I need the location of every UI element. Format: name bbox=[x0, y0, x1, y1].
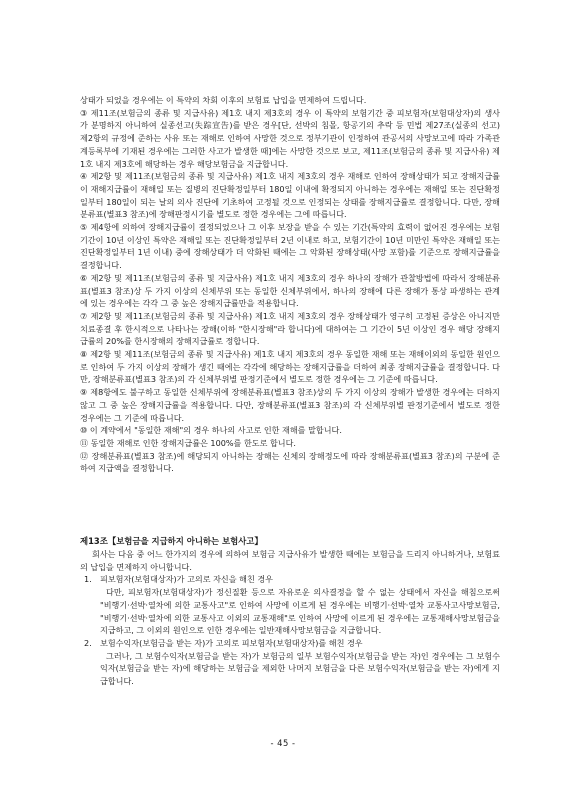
page-number: - 45 - bbox=[270, 738, 296, 748]
list-item bbox=[80, 573, 500, 586]
list-item-text: 보험수익자(보험금을 받는 자)가 고의로 피보험자(보험대상자)를 해친 경우 bbox=[100, 637, 363, 648]
paragraph-6: ⑥ 제2항 및 제11조(보험금의 종류 및 지급사유) 제1호 내지 제3호의 경우 하나의 장해가 관찰방법에 따라서 장해분류표(별표3 참조)상 두 가지 이상의 신체부위 또는 동일한 신체부위에서, 하나의 장해에 다른 장해가 통상 파생하는 관계에 있는 경우에는 각각 그 중 높은 장해지급률만을 적용합니다. bbox=[80, 272, 500, 309]
paragraph-10: ⑩ 이 계약에서 "동일한 재해"의 경우 하나의 사고로 인한 재해를 말합니다. bbox=[80, 425, 342, 436]
article-13-title: 제13조【보험금을 지급하지 아니하는 보험사고】 bbox=[80, 536, 263, 546]
paragraph-11: ⑪ 동일한 재해로 인한 장해지급률은 100%를 한도로 합니다. bbox=[80, 437, 297, 448]
list-item-number: 1. bbox=[84, 574, 92, 585]
paragraph-continuation: 상태가 되었을 경우에는 이 특약의 차회 이후의 보험료 납입을 면제하여 드립니다. bbox=[80, 95, 367, 105]
article-13-intro: 회사는 다음 중 어느 한가지의 경우에 의하여 보험금 지급사유가 발생한 때에는 보험금을 드리지 아니하거나, 보험료의 납입을 면제하지 아니합니다. bbox=[80, 549, 500, 572]
article-12-continuation bbox=[80, 94, 500, 475]
list-item-detail: 다만, 피보험자(보험대상자)가 정신질환 등으로 자유로운 의사결정을 할 수 없는 상태에서 자신을 해침으로써 "비행기·선박·열차에 의한 교통사고"로 인하여 사망에 이르게 된 경우에는 비행기·선박·열차 교통사고사망보험금, "비행기·선박·열차에 의한 교통사고 이외의 교통재해"로 인하여 사망에 이르게 된 경우에는 교통재해사망보험금을 지급하고, 그 이외의 원인으로 인한 경우에는 일반재해사망보험금을 지급합니다. bbox=[100, 587, 500, 636]
paragraph-4: ④ 제2항 및 제11조(보험금의 종류 및 지급사유) 제1호 내지 제3호의 경우 재해로 인하여 장해상태가 되고 장해지급률이 재해지급률이 재해일 또는 질병의 진단확정일부터 180일 이내에 확정되지 아니하는 경우에는 재해일 또는 진단확정일부터 180일이 되는 날의 의사 진단에 기초하여 고정될 것으로 인정되는 상태를 장해지급률로 결정합니다. 다만, 장해분류표(별표3 참조)에 장해판정시기를 별도로 정한 경우에는 그에 따릅니다. bbox=[80, 171, 500, 220]
paragraph-7: ⑦ 제2항 및 제11조(보험금의 종류 및 지급사유) 제1호 내지 제3호의 경우 장해상태가 영구히 고정된 증상은 아니지만 치료종결 후 한시적으로 나타나는 장해(이하 "한시장해"라 합니다)에 대하여는 그 기간이 5년 이상인 경우 해당 장해지급률의 20%를 한시장해의 장해지급률로 정합니다. bbox=[80, 310, 500, 347]
paragraph-12: ⑫ 장해분류표(별표3 참조)에 해당되지 아니하는 장해는 신체의 장해정도에 따라 장해분류표(별표3 참조)의 구분에 준하여 지급액을 결정합니다. bbox=[80, 450, 500, 474]
paragraph-5: ⑤ 제4항에 의하여 장해지급률이 결정되었으나 그 이후 보장을 받을 수 있는 기간(특약의 효력이 없어진 경우에는 보험기간이 10년 이상인 특약은 재해일 또는 진단확정일부터 2년 이내로 하고, 보험기간이 10년 미만인 특약은 재해일 또는 진단확정일부터 1년 이내) 중에 장해상태가 더 악화된 때에는 그 악화된 장해상태(사망 포함)를 기준으로 장해지급률을 결정합니다. bbox=[80, 222, 500, 271]
list-item-text: 피보험자(보험대상자)가 고의로 자신을 해친 경우 bbox=[100, 574, 273, 585]
list-item-number: 2. bbox=[84, 637, 92, 648]
paragraph-8: ⑧ 제2항 및 제11조(보험금의 종류 및 지급사유) 제1호 내지 제3호의 경우 동일한 재해 또는 재해이외의 동일한 원인으로 인하여 두 가지 이상의 장해가 생긴 때에는 각각에 해당하는 장해지급률을 더하여 최종 장해지급률을 결정합니다. 다만, 장해분류표(별표3 참조)의 각 신체부위별 판정기준에서 별도로 정한 경우에는 그 기준에 따릅니다. bbox=[80, 349, 500, 385]
list-item bbox=[80, 637, 500, 650]
paragraph-3: ③ 제11조(보험금의 종류 및 지급사유) 제1호 내지 제3호의 경우 이 특약의 보험기간 중 피보험자(보험대상자)의 생사가 분명하지 아니하여 실종선고(失踪宣告)를 받은 경우[단, 선박의 침몰, 항공기의 추락 등 민법 제27조(실종의 선고) 제2항의 규정에 준하는 사유 또는 재해로 인하여 사망한 것으로 정부기관이 인정하여 관공서의 사망보고에 따라 가족관계등록부에 기재된 경우에는 그러한 사고가 발생한 때]에는 사망한 것으로 보고, 제11조(보험금의 종류 및 지급사유) 제1호 내지 제3호에 해당하는 경우 해당보험금을 지급합니다. bbox=[80, 107, 500, 169]
paragraph-9: ⑨ 제8항에도 불구하고 동일한 신체부위에 장해분류표(별표3 참조)상의 두 가지 이상의 장해가 발생한 경우에는 더하지 않고 그 중 높은 장해지급률을 적용합니다. 다만, 장해분류표(별표3 참조)의 각 신체부위별 판정기준에서 별도로 정한 경우에는 그 기준에 따릅니다. bbox=[80, 387, 500, 423]
article-13-body bbox=[80, 548, 500, 688]
list-item-detail: 그러나, 그 보험수익자(보험금을 받는 자)가 보험금의 일부 보험수익자(보험금을 받는 자)인 경우에는 그 보험수익자(보험금을 받는 자)에 해당하는 보험금을 제외한 나머지 보험금을 다른 보험수익자(보험금을 받는 자)에게 지급합니다. bbox=[100, 650, 500, 687]
